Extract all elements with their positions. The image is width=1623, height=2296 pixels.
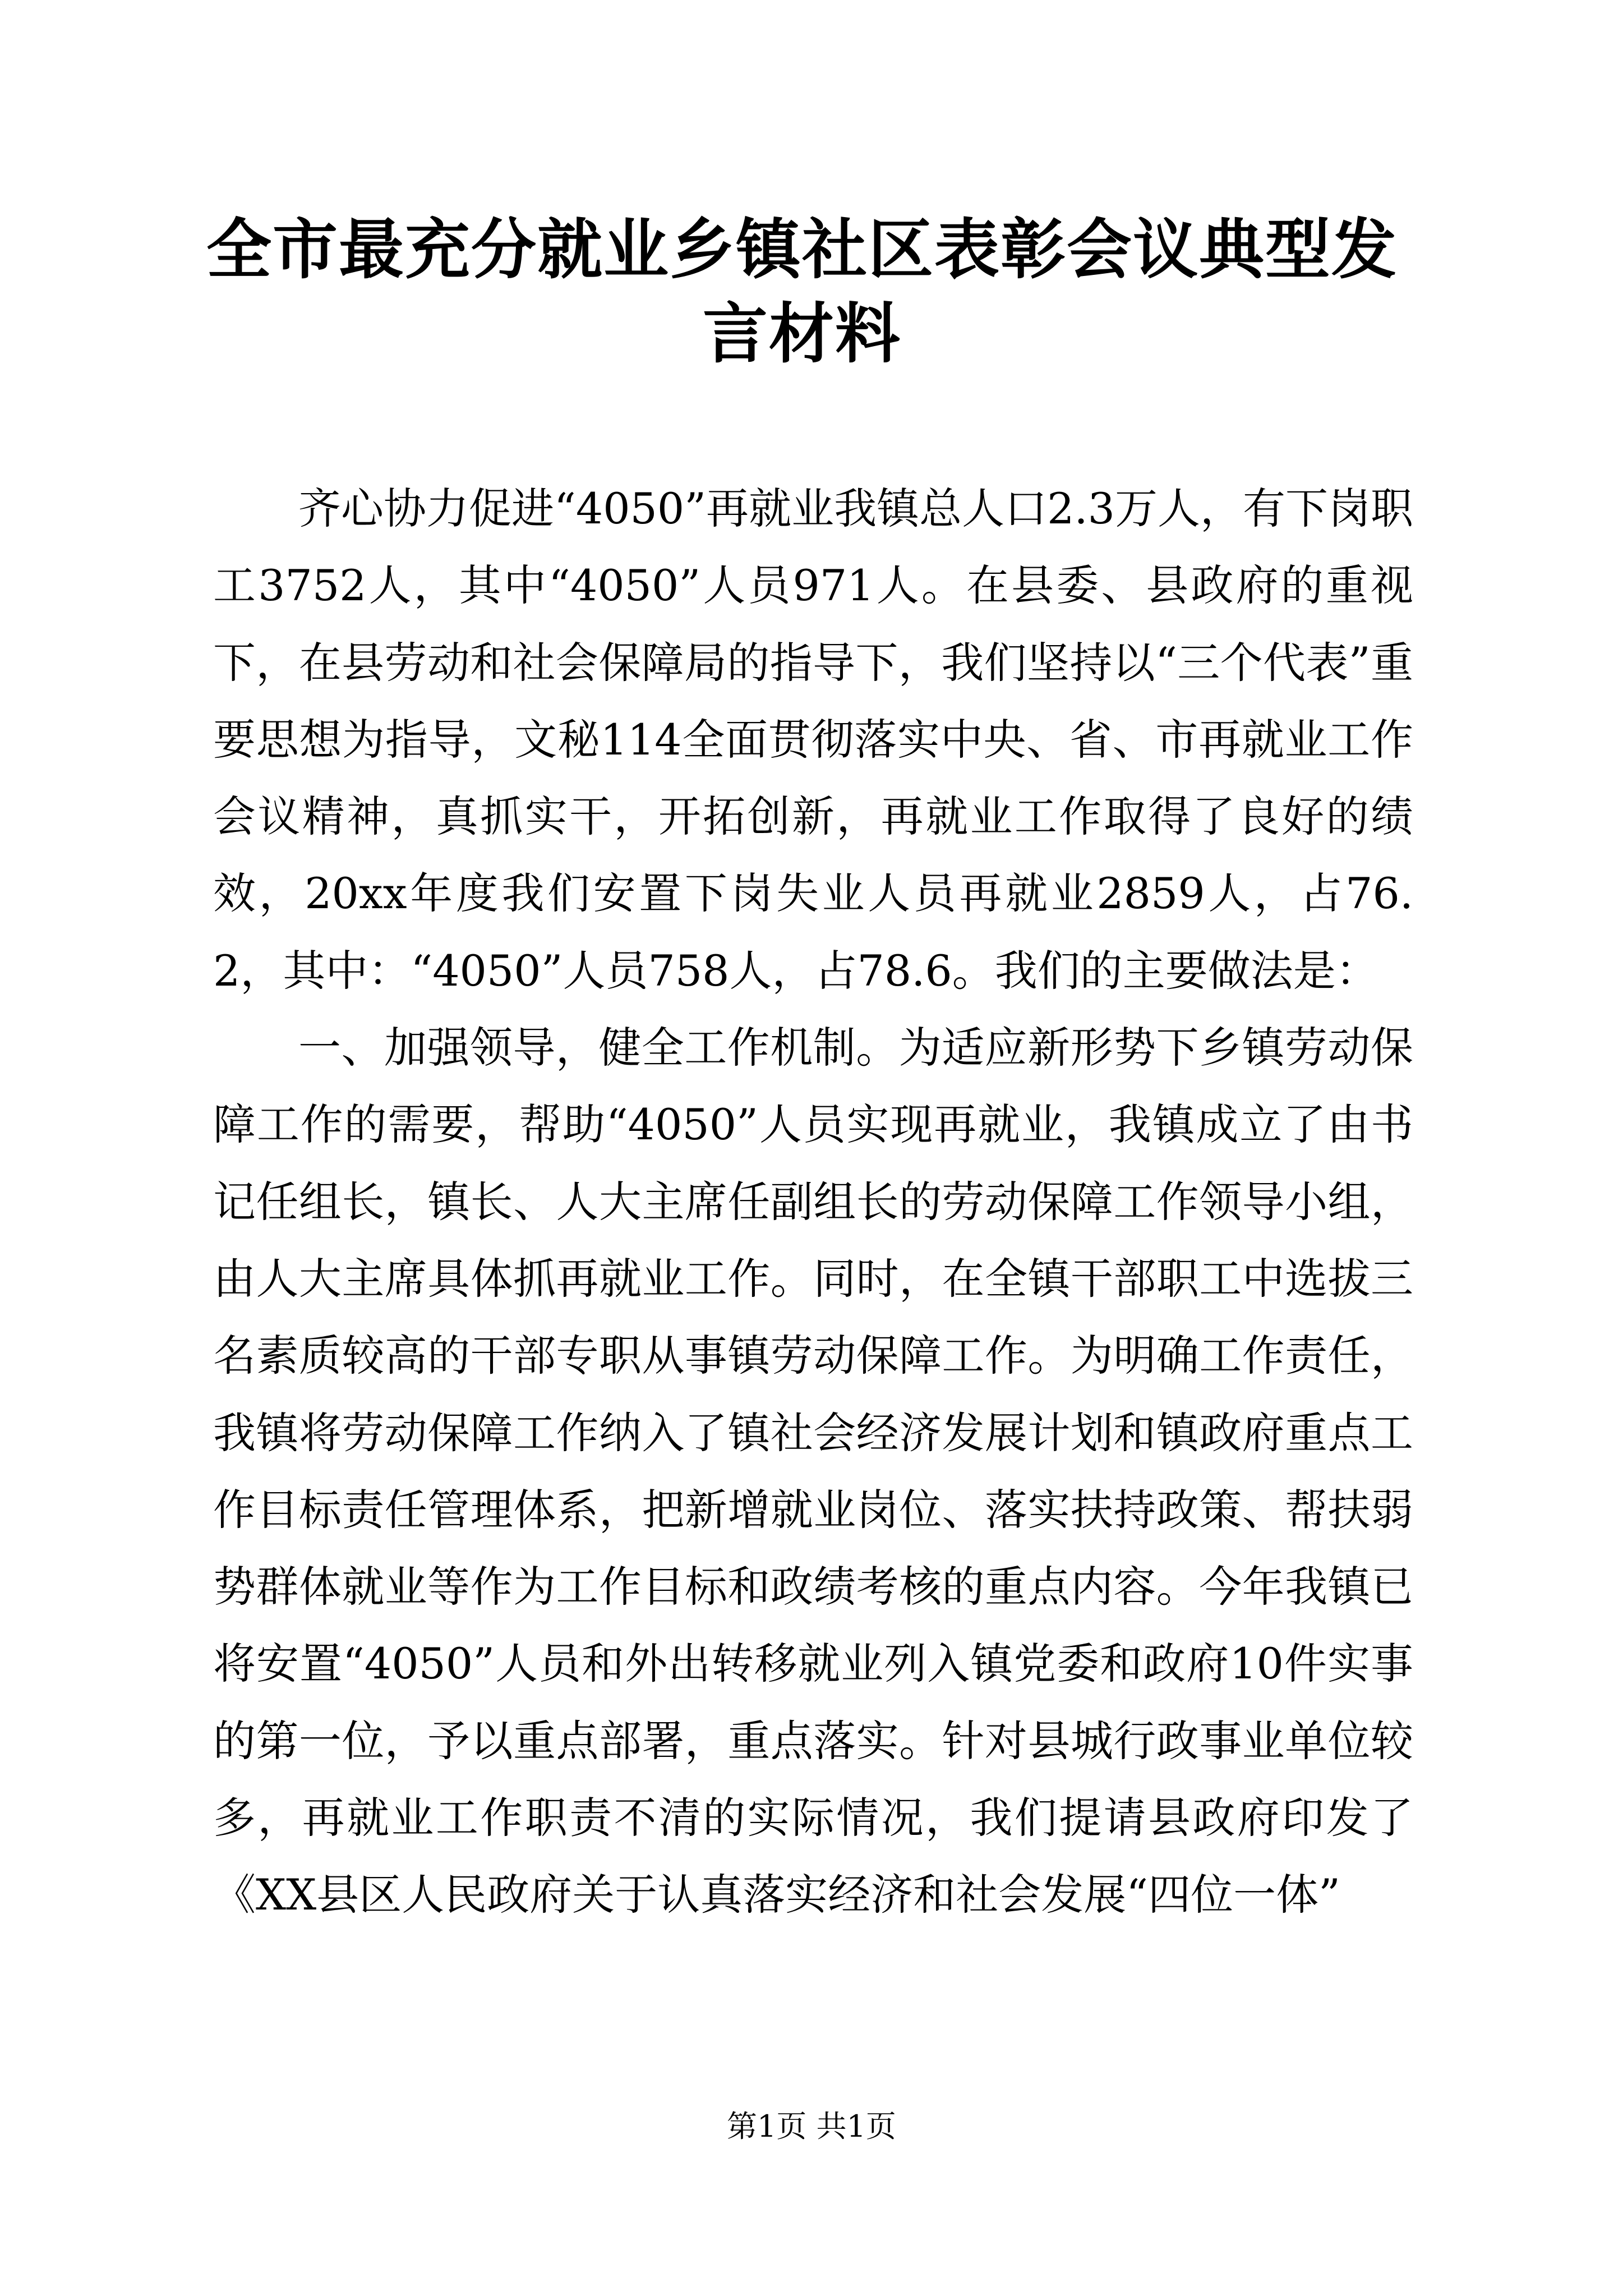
paragraph-intro: 齐心协力促进“4050”再就业我镇总人口2.3万人，有下岗职工3752人，其中“4050”人员971人。在县委、县政府的重视下，在县劳动和社会保障局的指导下，我们坚持以“三个代表”重要思想为指导，文秘114全面贯彻落实中央、省、市再就业工作会议精神，真抓实干，开拓创新，再就业工作取得了良好的绩效，20xx年度我们安置下岗失业人员再就业2859人，占76.2，其中：“4050”人员758人，占78.6。我们的主要做法是：	[213, 484, 1413, 996]
document-title: 全市最充分就业乡镇社区表彰会议典型发言材料	[206, 211, 1398, 372]
document-body	[213, 470, 1413, 1934]
paragraph-section-one: 一、加强领导，健全工作机制。为适应新形势下乡镇劳动保障工作的需要，帮助“4050”人员实现再就业，我镇成立了由书记任组长，镇长、人大主席任副组长的劳动保障工作领导小组，由人大主席具体抓再就业工作。同时，在全镇干部职工中选拔三名素质较高的干部专职从事镇劳动保障工作。为明确工作责任，我镇将劳动保障工作纳入了镇社会经济发展计划和镇政府重点工作目标责任管理体系，把新增就业岗位、落实扶持政策、帮扶弱势群体就业等作为工作目标和政绩考核的重点内容。今年我镇已将安置“4050”人员和外出转移就业列入镇党委和政府10件实事的第一位，予以重点部署，重点落实。针对县城行政事业单位较多，再就业工作职责不清的实际情况，我们提请县政府印发了《XX县区人民政府关于认真落实经济和社会发展“四位一体”	[213, 1023, 1413, 1920]
page-footer: 第1页 共1页	[727, 2109, 896, 2144]
